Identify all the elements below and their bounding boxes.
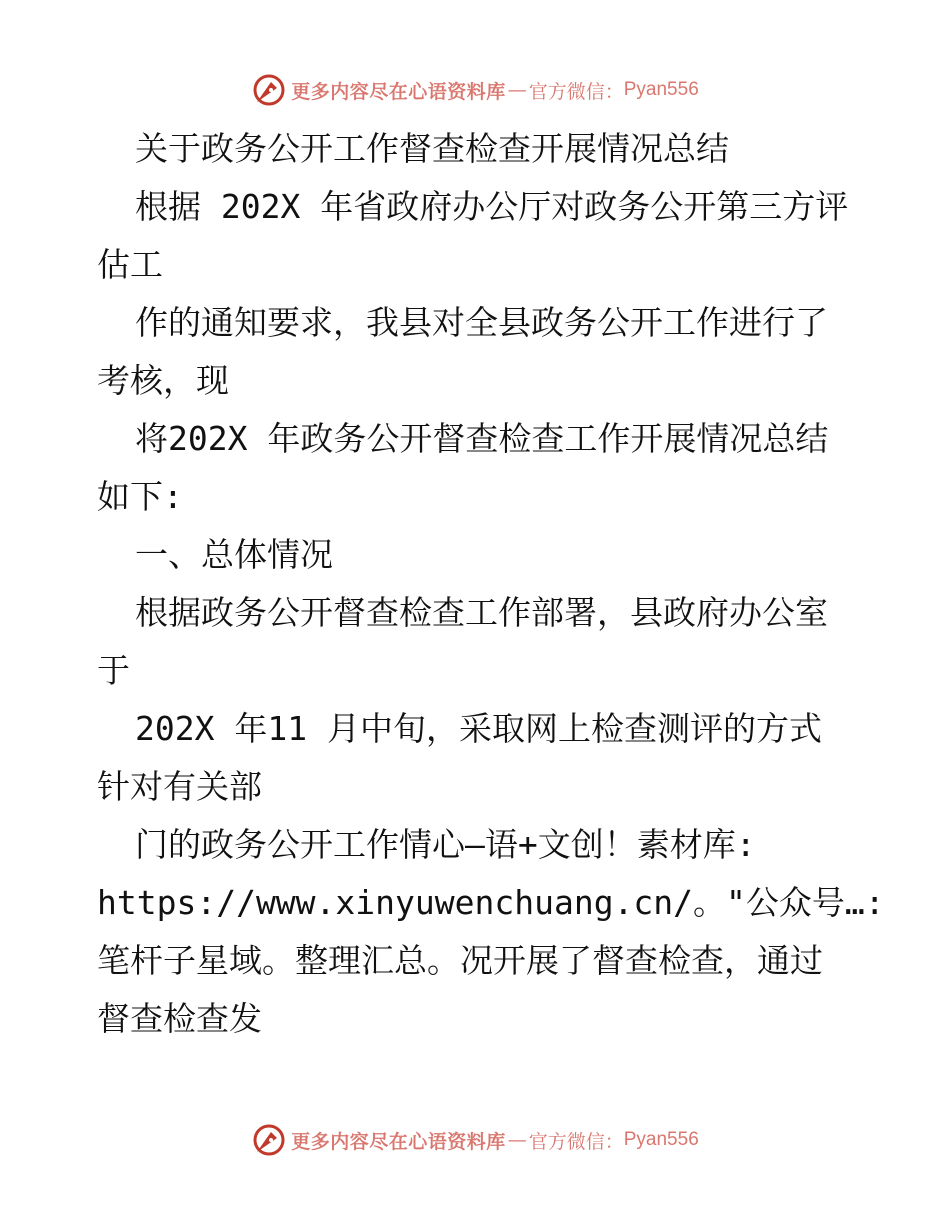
banner-wechat-id: Pyan556 xyxy=(623,79,699,100)
document-line: 根据 202X 年省政府办公厅对政务公开第三方评 xyxy=(135,187,849,226)
pen-nib-logo-icon xyxy=(251,72,287,108)
banner-text: 更多内容尽在心语资料库 xyxy=(291,80,506,103)
banner-wechat-label: 官方微信： xyxy=(528,1130,624,1153)
banner-wechat-label: 官方微信： xyxy=(528,80,624,103)
banner-wechat-id: Pyan556 xyxy=(623,1129,699,1150)
document-line: 督查检查发 xyxy=(97,999,262,1038)
pen-nib-logo-icon xyxy=(251,1122,287,1158)
document-line: 估工 xyxy=(97,245,163,284)
document-line: 将202X 年政务公开督查检查工作开展情况总结 xyxy=(135,419,829,458)
header-watermark xyxy=(0,70,950,110)
document-line: 于 xyxy=(97,651,130,690)
document-line: 针对有关部 xyxy=(97,767,262,806)
document-line: 如下: xyxy=(97,477,183,516)
banner-dash: — xyxy=(507,79,527,101)
document-line: 202X 年11 月中旬，采取网上检查测评的方式 xyxy=(135,709,822,748)
document-line: 作的通知要求，我县对全县政务公开工作进行了 xyxy=(135,303,828,342)
document-line: 一、总体情况 xyxy=(135,535,333,574)
document-line: 考核，现 xyxy=(97,361,229,400)
banner-text: 更多内容尽在心语资料库 xyxy=(291,1130,506,1153)
document-line: https://www.xinyuwenchuang.cn/。"公众号…: xyxy=(97,883,885,922)
document-line: 关于政务公开工作督查检查开展情况总结 xyxy=(135,129,729,168)
document-line: 门的政务公开工作情心—语+文创！素材库: xyxy=(135,825,756,864)
footer-watermark xyxy=(0,1120,950,1160)
document-line: 根据政务公开督查检查工作部署，县政府办公室 xyxy=(135,593,828,632)
document-body xyxy=(97,120,885,1048)
banner-dash: — xyxy=(507,1129,527,1151)
document-line: 笔杆子星域。整理汇总。况开展了督查检查，通过 xyxy=(97,941,823,980)
